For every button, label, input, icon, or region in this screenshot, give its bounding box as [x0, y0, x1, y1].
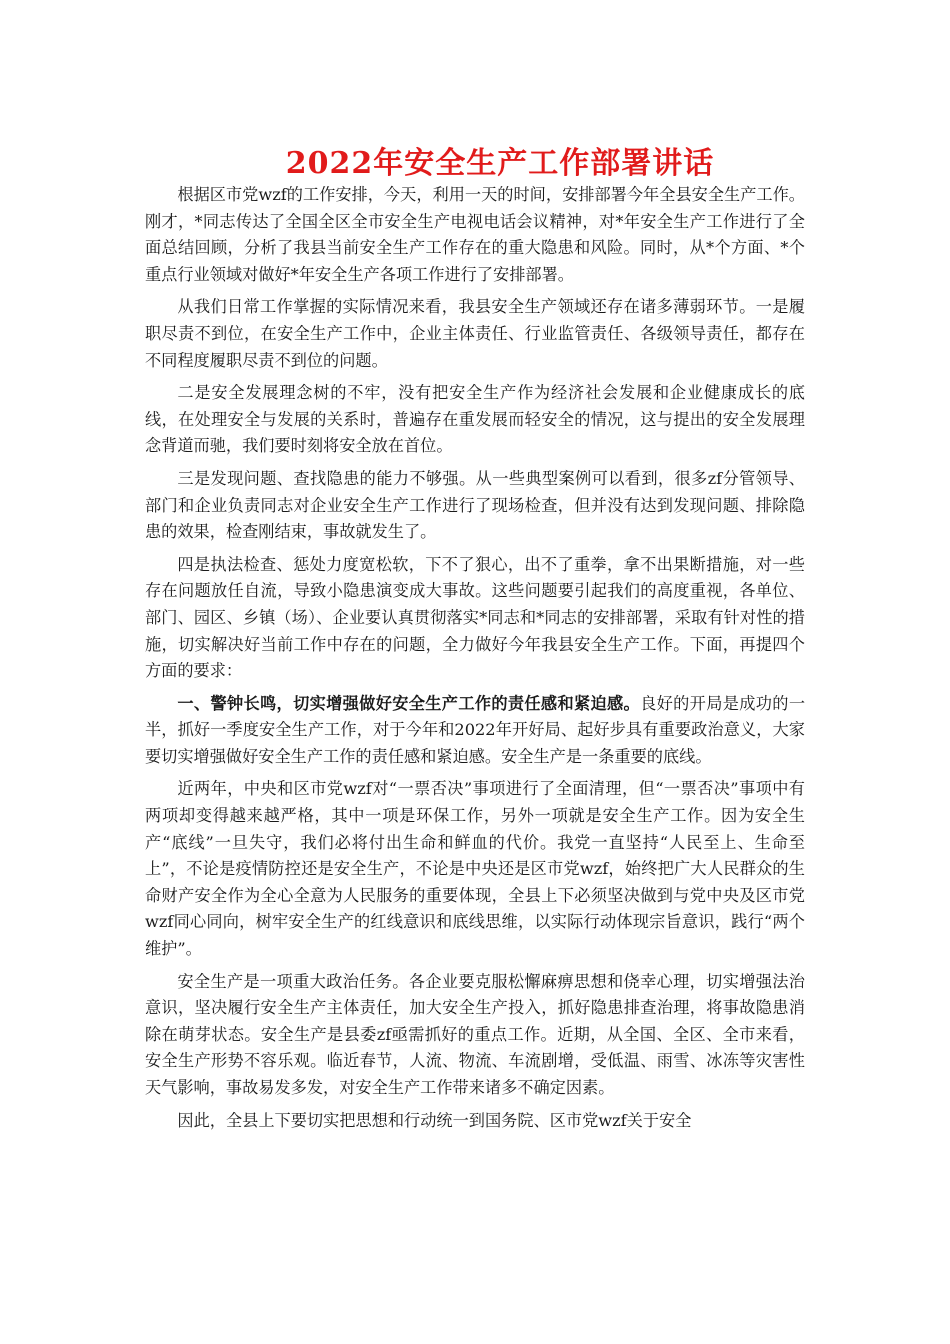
paragraph	[145, 294, 805, 374]
paragraph-text: 从我们日常工作掌握的实际情况来看，我县安全生产领域还存在诸多薄弱环节。一是履职尽责不到位，在安全生产工作中，企业主体责任、行业监管责任、各级领导责任，都存在不同程度履职尽责不到位的问题。	[145, 297, 805, 370]
paragraph	[145, 552, 805, 685]
paragraph-text: 因此，全县上下要切实把思想和行动统一到国务院、区市党wzf关于安全	[177, 1110, 692, 1130]
paragraph	[145, 969, 805, 1102]
section-heading: 一、警钟长鸣，切实增强做好安全生产工作的责任感和紧迫感。	[177, 693, 641, 713]
paragraph-text: 二是安全发展理念树的不牢，没有把安全生产作为经济社会发展和企业健康成长的底线，在处理安全与发展的关系时，普遍存在重发展而轻安全的情况，这与提出的安全发展理念背道而驰，我们要时刻将安全放在首位。	[145, 383, 805, 456]
section-heading-paragraph	[145, 691, 805, 771]
paragraph	[145, 776, 805, 962]
paragraph-text: 安全生产是一项重大政治任务。各企业要克服松懈麻痹思想和侥幸心理，切实增强法治意识，坚决履行安全生产主体责任，加大安全生产投入，抓好隐患排查治理，将事故隐患消除在萌芽状态。安全生产是县委zf亟需抓好的重点工作。近期，从全国、全区、全市来看，安全生产形势不容乐观。临近春节，人流、物流、车流剧增，受低温、雨雪、冰冻等灾害性天气影响，事故易发多发，对安全生产工作带来诸多不确定因素。	[145, 971, 805, 1097]
paragraph-text: 近两年，中央和区市党wzf对“一票否决”事项进行了全面清理，但“一票否决”事项中有两项却变得越来越严格，其中一项是环保工作，另外一项就是安全生产工作。因为安全生产“底线”一旦失守，我们必将付出生命和鲜血的代价。我党一直坚持“人民至上、生命至上”，不论是疫情防控还是安全生产，不论是中央还是区市党wzf，始终把广大人民群众的生命财产安全作为全心全意为人民服务的重要体现，全县上下必须坚决做到与党中央及区市党wzf同心同向，树牢安全生产的红线意识和底线思维，以实际行动体现宗旨意识，践行“两个维护”。	[145, 779, 805, 959]
paragraph-text: 良好的开局是成功的一半，抓好一季度安全生产工作，对于今年和2022年开好局、起好步具有重要政治意义，大家要切实增强做好安全生产工作的责任感和紧迫感。安全生产是一条重要的底线。	[145, 693, 806, 766]
paragraph-text: 三是发现问题、查找隐患的能力不够强。从一些典型案例可以看到，很多zf分管领导、部门和企业负责同志对企业安全生产工作进行了现场检查，但并没有达到发现问题、排除隐患的效果，检查刚结束，事故就发生了。	[145, 468, 805, 542]
document-body	[145, 182, 805, 1140]
paragraph	[145, 380, 805, 460]
paragraph	[145, 1108, 805, 1135]
paragraph	[145, 182, 805, 288]
document-title: 2022年安全生产工作部署讲话	[285, 146, 715, 181]
paragraph-text: 四是执法检查、惩处力度宽松软，下不了狠心，出不了重拳，拿不出果断措施，对一些存在问题放任自流，导致小隐患演变成大事故。这些问题要引起我们的高度重视，各单位、部门、园区、乡镇（场）、企业要认真贯彻落实*同志和*同志的安排部署，采取有针对性的措施，切实解决好当前工作中存在的问题，全力做好今年我县安全生产工作。下面，再提四个方面的要求：	[145, 554, 805, 681]
paragraph-text: 根据区市党wzf的工作安排，今天，利用一天的时间，安排部署今年全县安全生产工作。刚才，*同志传达了全国全区全市安全生产电视电话会议精神，对*年安全生产工作进行了全面总结回顾，分析了我县当前安全生产工作存在的重大隐患和风险。同时，从*个方面、*个重点行业领域对做好*年安全生产各项工作进行了安排部署。	[145, 185, 805, 284]
paragraph	[145, 466, 805, 546]
